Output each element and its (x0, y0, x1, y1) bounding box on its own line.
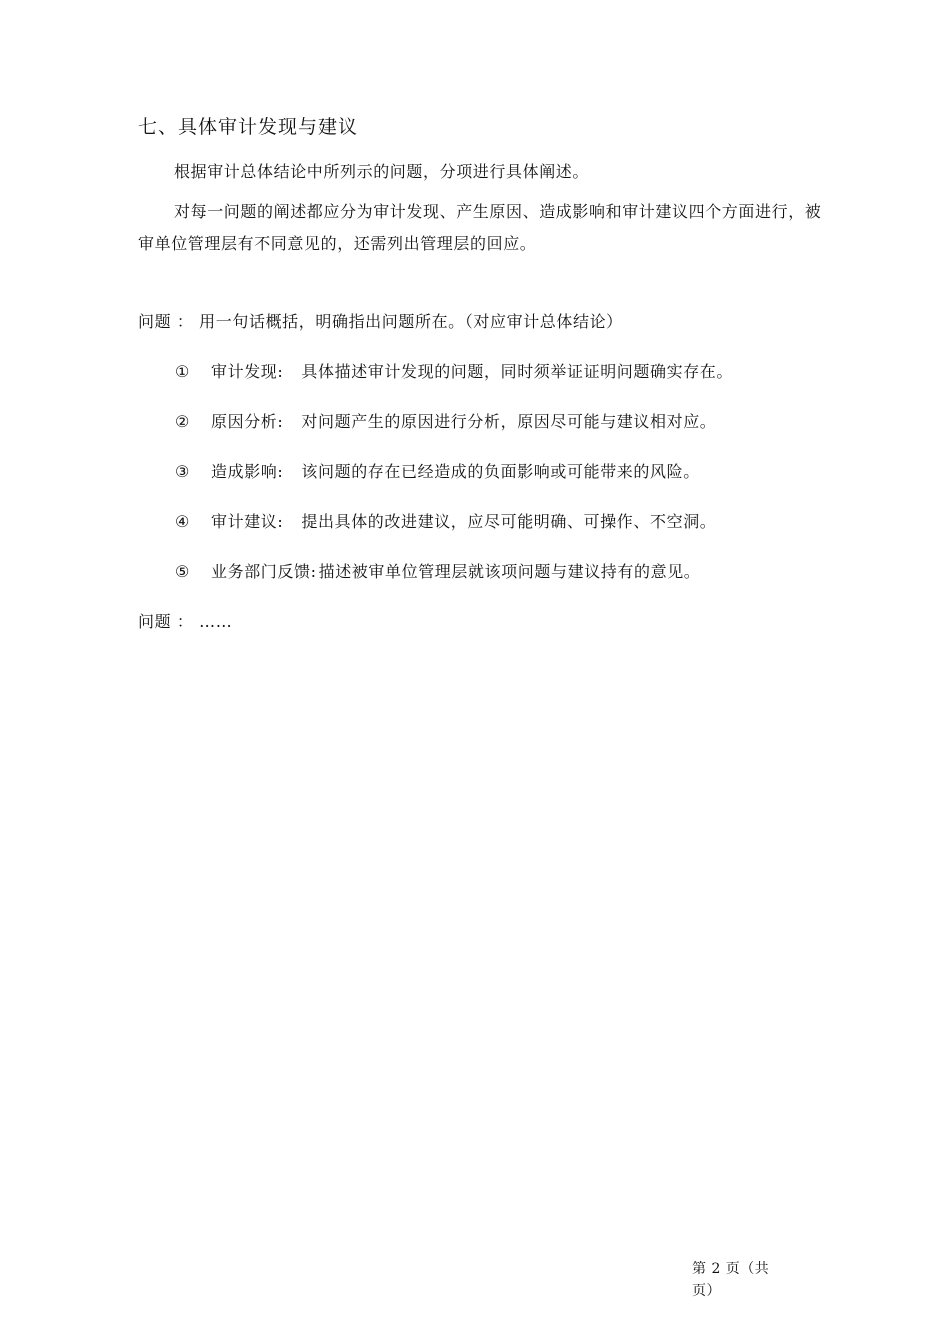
issue-line-continued: 问题 ： …… (138, 612, 233, 631)
item-label: 造成影响: (211, 462, 284, 481)
item-number: ① (175, 362, 190, 381)
item-label: 原因分析: (211, 412, 284, 431)
item-number: ③ (175, 462, 190, 481)
list-item-feedback (175, 559, 700, 582)
item-text: 提出具体的改进建议，应尽可能明确、可操作、不空洞。 (301, 512, 717, 531)
page-number-footer: 第 2 页（共 页） (692, 1261, 770, 1299)
item-label: 业务部门反馈: (211, 562, 317, 581)
item-text: 该问题的存在已经造成的负面影响或可能带来的风险。 (301, 462, 700, 481)
item-number: ④ (175, 512, 190, 531)
list-item-recommendation (175, 509, 716, 532)
section-heading: 七、具体审计发现与建议 (138, 116, 359, 138)
item-number: ⑤ (175, 562, 190, 581)
list-item-finding (175, 359, 733, 382)
item-text: 对问题产生的原因进行分析，原因尽可能与建议相对应。 (301, 412, 717, 431)
intro-paragraph-1: 根据审计总体结论中所列示的问题，分项进行具体阐述。 (174, 162, 590, 181)
item-text: 具体描述审计发现的问题，同时须举证证明问题确实存在。 (301, 362, 734, 381)
item-text: 描述被审单位管理层就该项问题与建议持有的意见。 (318, 562, 701, 581)
item-label: 审计建议: (211, 512, 284, 531)
intro-paragraph-2: 对每一问题的阐述都应分为审计发现、产生原因、造成影响和审计建议四个方面进行，被审单位管理层有不同意见的，还需列出管理层的回应。 (138, 202, 822, 253)
issue-line: 问题 ： 用一句话概括，明确指出问题所在。（对应审计总体结论） (138, 312, 623, 331)
list-item-impact (175, 459, 700, 482)
item-number: ② (175, 412, 190, 431)
item-label: 审计发现: (211, 362, 284, 381)
list-item-cause (175, 409, 716, 432)
